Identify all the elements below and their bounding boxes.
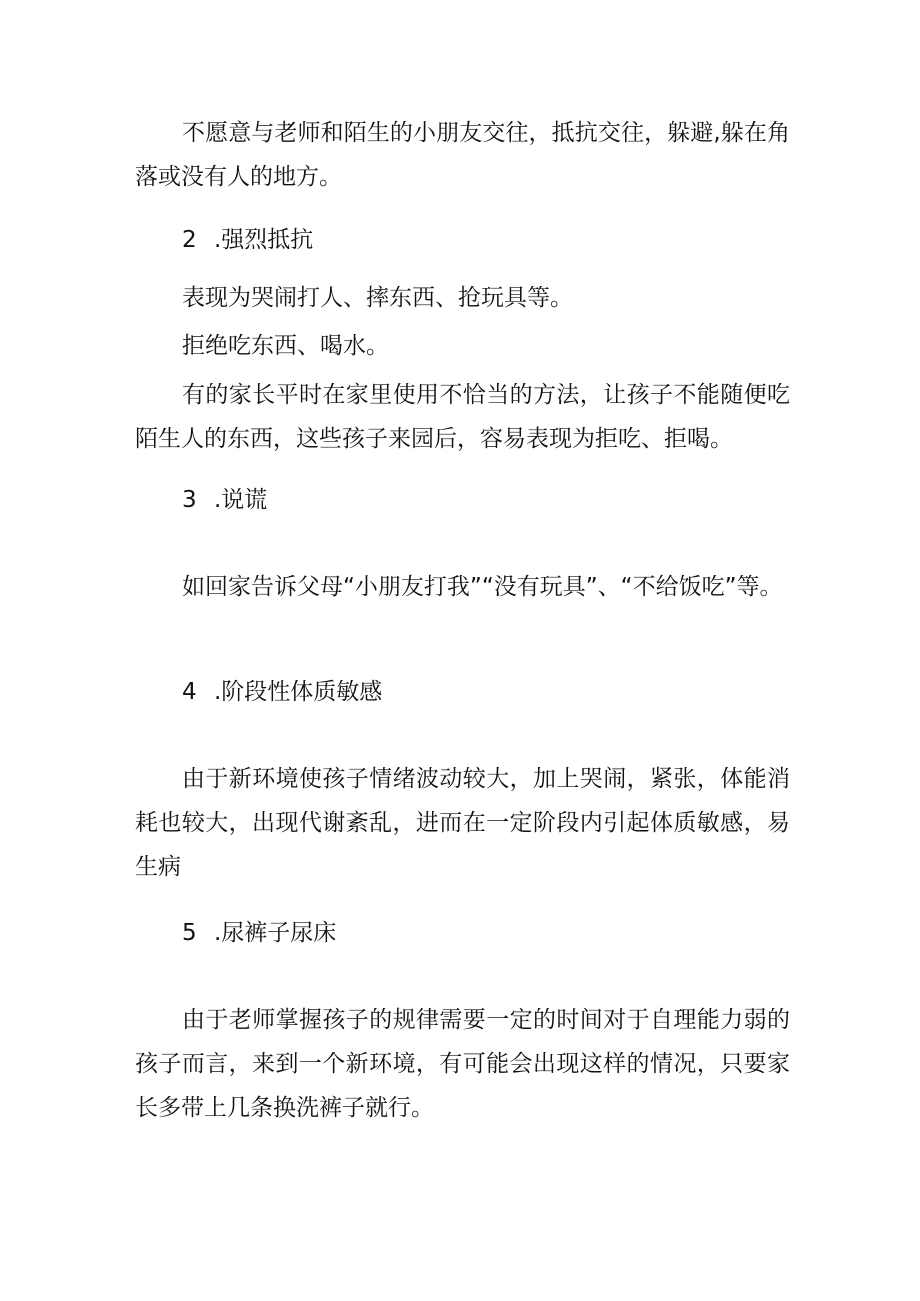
section-number: 2: [182, 227, 197, 253]
paragraph-refuse-food: 拒绝吃东西、喝水。: [182, 333, 389, 359]
paragraph-bedwetting: 由于老师掌握孩子的规律需要一定的时间对于自理能力弱的孩子而言，来到一个新环境，有可能会出现这样的情况，只要家长多带上几条换洗裤子就行。: [135, 1007, 790, 1121]
section-number: 4: [182, 679, 197, 705]
section-title: .阶段性体质敏感: [214, 679, 383, 705]
paragraph-avoid-contact: 不愿意与老师和陌生的小朋友交往，抵抗交往，躲避,躲在角落或没有人的地方。: [135, 120, 790, 190]
paragraph-lying: 如回家告诉父母“小朋友打我”“没有玩具”、“不给饭吃”等。: [182, 574, 783, 600]
section-heading-2: [182, 218, 313, 262]
section-heading-5: [182, 911, 336, 955]
paragraph-sensitivity: 由于新环境使孩子情绪波动较大，加上哭闹，紧张，体能消耗也较大，出现代谢紊乱，进而在一定阶段内引起体质敏感，易生病: [135, 766, 790, 880]
section-title: .强烈抵抗: [214, 227, 314, 253]
section-number: 3: [182, 487, 197, 513]
paragraph-parents-method: 有的家长平时在家里使用不恰当的方法，让孩子不能随便吃陌生人的东西，这些孩子来园后，容易表现为拒吃、拒喝。: [135, 382, 790, 452]
section-title: .说谎: [214, 487, 268, 513]
section-number: 5: [182, 920, 197, 946]
section-heading-4: [182, 670, 382, 714]
section-title: .尿裤子尿床: [214, 920, 337, 946]
paragraph-crying: 表现为哭闹打人、摔东西、抢玩具等。: [182, 285, 573, 311]
section-heading-3: [182, 478, 267, 522]
